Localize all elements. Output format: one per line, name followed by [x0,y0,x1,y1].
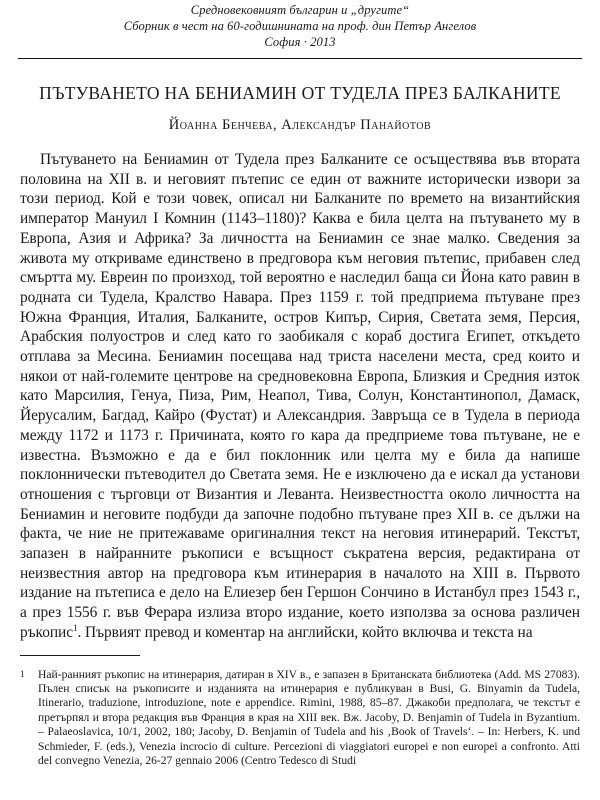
footnote-rule [20,655,140,656]
footnote [20,668,580,769]
volume-subtitle: Сборник в чест на 60-годишнината на проф. дин Петър Ангелов [123,19,477,33]
body-text-tail: . Първият превод и коментар на английски, който включва и текста на [77,623,533,641]
footnote-number: 1 [20,668,25,679]
body-paragraph [20,150,580,643]
footnote-reference[interactable]: 1 [73,622,78,633]
article-title: ПЪТУВАНЕТО НА БЕНИАМИН ОТ ТУДЕЛА ПРЕЗ БАЛКАНИТЕ [39,83,561,103]
body-text: Пътуването на Бениамин от Тудела през Балканите се осъществява във втората половина на XII в. и неговият пътепис се един от важните исторически извори за този период. Кой е този човек, описал ни Балканите по времето на византийския император Мануил I Комнин (1143–1180)? Каква е била целта на пътуването му в Европа, Азия и Африка? За личността на Бениамин се знае малко. Сведения за живота му откриваме единствено в предговора към неговия пътепис, прибавен след смъртта му. Евреин по произход, той вероятно е наследил баща си Йона като равин в родната си Тудела, Кралство Навара. През 1159 г. той предприема пътуване през Южна Франция, Италия, Балканите, остров Кипър, Сирия, Светата земя, Персия, Арабския полуостров и след като го заобикаля с кораб достига Египет, откъдето отплава за Месина. Бениамин посещава над триста населени места, сред които и някои от най-големите центрове на средновековна Европа, Близкия и Средния изток като Марсилия, Генуа, Пиза, Рим, Неапол, Тива, Солун, Константинопол, Дамаск, Йерусалим, Багдад, Кайро (Фустат) и Александрия. Завръща се в Тудела в периода между 1172 и 1173 г. Причината, която го кара да предприеме това пътуване, не е известна. Възможно е да е бил поклонник или целта му е била да напише поклоннически пътеводител до Светата земя. Не е изключено да е искал да установи отношения с търговци от Византия и Леванта. Неизвестността около личността на Бениамин и неговите подбуди да започне подобно пътуване през XII в. се дължи на факта, че ние не притежаваме оригиналния текст на неговия итинерарий. Текстът, запазен в найранните ръкописи е всъщност съкратена версия, редактирана от неизвестния автор на предговора към итинерария в началото на XIII в. Първото издание на пътеписа е дело на Елиезер бен Гершон Сончино в Истанбул през 1543 г., а през 1556 г. във Ферара излиза второ издание, което използва за основа различен ръкопис [20,151,580,641]
article-authors: Йоанна Бенчева, Александър Панайотов [168,117,432,133]
footnote-text: Най-ранният ръкопис на итинерария, датиран в XIV в., е запазен в Британската библиотека (Add. MS 27083). Пълен списък на ръкописите и изданията на итинерария е публикуван в Busi, G. Binyamin da Tudela, Itinerario, traduzione, introduzione, note e appendice. Rimini, 1988, 85–87. Джакоби предполага, че текстът е претърпял и втора редакция във Франция в края на XIII век. Вж. Jacoby, D. Benjamin of Tudela in Byzantium. – Palaeoslavica, 10/1, 2002, 180; Jacoby, D. Benjamin of Tudela and his ‚Book of Travels‘. – In: Herbers, K. und Schmieder, F. (eds.), Venezia incrocio di culture. Percezioni di viaggiatori europei e non europei a confronto. Atti del convegno Venezia, 26-27 gennaio 2006 (Centro Tedesco di Studi [38,667,580,768]
header-rule [18,58,582,59]
place-year: София · 2013 [264,35,336,49]
series-title: Средновековният българин и „другите“ [190,3,410,17]
running-head [0,0,600,50]
